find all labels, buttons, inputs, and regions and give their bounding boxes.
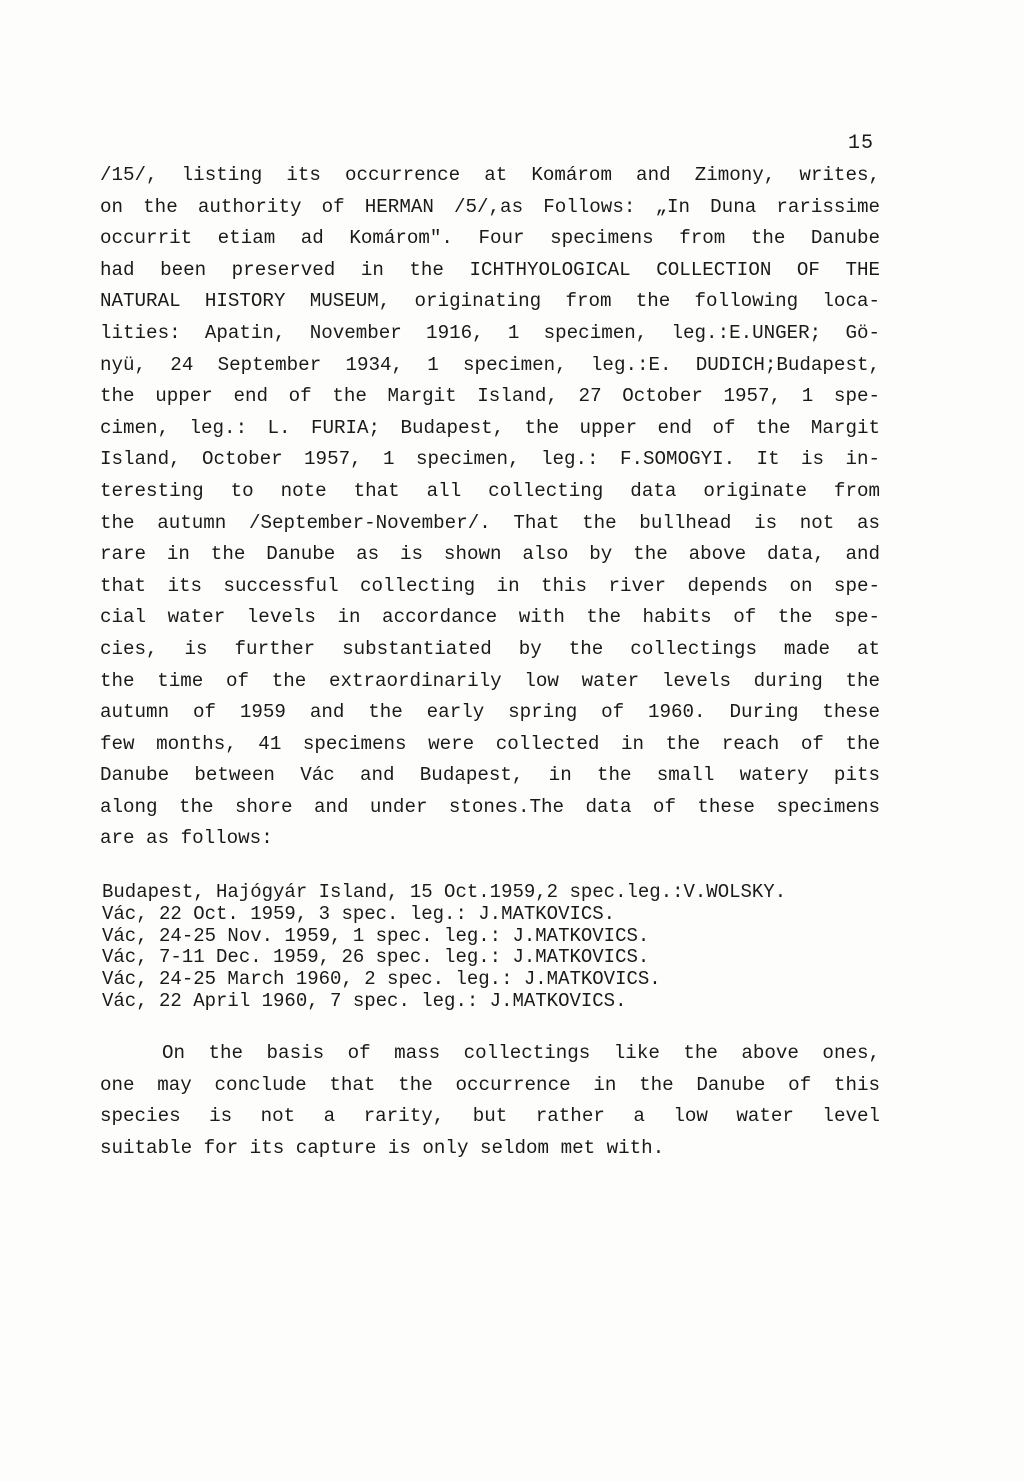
paragraph-line: occurrit etiam ad Komárom". Four specimens from the Danube [100, 227, 880, 250]
specimen-records-list [102, 882, 892, 1013]
page-number: 15 [847, 132, 874, 155]
paragraph-line: few months, 41 specimens were collected in the reach of the [100, 732, 880, 755]
paragraph-line: rare in the Danube as is shown also by the above data, and [100, 543, 880, 566]
conclusion-line: On the basis of mass collectings like the above ones, [162, 1042, 880, 1064]
specimen-record: Vác, 22 Oct. 1959, 3 spec. leg.: J.MATKOVICS. [102, 902, 616, 925]
paragraph-line: autumn of 1959 and the early spring of 1960. During these [100, 701, 880, 724]
specimen-record: Vác, 22 April 1960, 7 spec. leg.: J.MATKOVICS. [102, 989, 627, 1012]
specimen-record: Vác, 7-11 Dec. 1959, 26 spec. leg.: J.MATKOVICS. [102, 946, 650, 969]
paragraph-line: the upper end of the Margit Island, 27 October 1957, 1 spe- [100, 385, 880, 408]
specimen-record: Vác, 24-25 Nov. 1959, 1 spec. leg.: J.MATKOVICS. [102, 924, 650, 947]
conclusion-line: species is not a rarity, but rather a low water level [100, 1105, 880, 1128]
conclusion-line: one may conclude that the occurrence in the Danube of this [100, 1073, 880, 1096]
conclusion-line: suitable for its capture is only seldom met with. [100, 1136, 665, 1159]
specimen-record: Budapest, Hajógyár Island, 15 Oct.1959,2 spec.leg.:V.WOLSKY. [102, 881, 787, 903]
paragraph-line: cies, is further substantiated by the collectings made at [100, 637, 880, 660]
paragraph-line: are as follows: [100, 827, 273, 850]
paragraph-line: that its successful collecting in this river depends on spe- [100, 574, 880, 597]
main-paragraph [100, 160, 880, 855]
paragraph-line: nyü, 24 September 1934, 1 specimen, leg.:E. DUDICH;Budapest, [100, 353, 880, 376]
paragraph-line: the time of the extraordinarily low water levels during the [100, 669, 880, 692]
paragraph-line: cial water levels in accordance with the habits of the spe- [100, 606, 880, 629]
paragraph-line: Danube between Vác and Budapest, in the small watery pits [100, 764, 880, 787]
paragraph-line: on the authority of HERMAN /5/,as Follows: „In Duna rarissime [100, 195, 880, 218]
paragraph-line: teresting to note that all collecting data originate from [100, 479, 880, 502]
paragraph-line: NATURAL HISTORY MUSEUM, originating from the following loca- [100, 290, 880, 313]
paragraph-line: cimen, leg.: L. FURIA; Budapest, the upper end of the Margit [100, 416, 880, 439]
conclusion-paragraph [100, 1038, 880, 1164]
paragraph-line: had been preserved in the ICHTHYOLOGICAL COLLECTION OF THE [100, 258, 880, 281]
paragraph-line: the autumn /September-November/. That the bullhead is not as [100, 511, 880, 534]
paragraph-line: /15/, listing its occurrence at Komárom and Zimony, writes, [100, 164, 880, 186]
paragraph-line: lities: Apatin, November 1916, 1 specimen, leg.:E.UNGER; Gö- [100, 321, 880, 344]
paragraph-line: along the shore and under stones.The data of these specimens [100, 795, 880, 818]
specimen-record: Vác, 24-25 March 1960, 2 spec. leg.: J.MATKOVICS. [102, 968, 661, 991]
paragraph-line: Island, October 1957, 1 specimen, leg.: F.SOMOGYI. It is in- [100, 448, 880, 471]
